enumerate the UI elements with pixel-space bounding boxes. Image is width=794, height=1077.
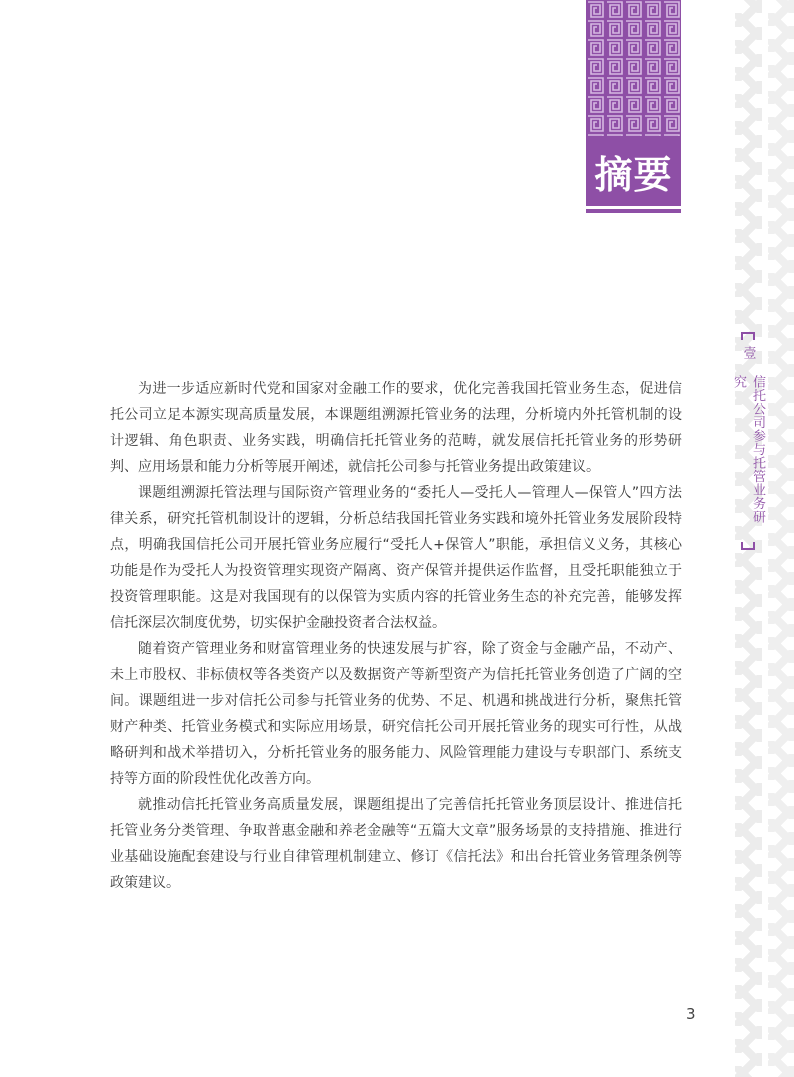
page-number: 3 bbox=[686, 1005, 696, 1023]
chapter-name: 信托公司参与托管业务研究 bbox=[731, 375, 765, 524]
fretwork-pattern-icon bbox=[586, 0, 681, 136]
paragraph: 为进一步适应新时代党和国家对金融工作的要求，优化完善我国托管业务生态，促进信托公司立足本源实现高质量发展，本课题组溯源托管业务的法理，分析境内外托管机制的设计逻辑、角色职责、业务实践，明确信托托管业务的范畴，就发展信托托管业务的形势研判、应用场景和能力分析等展开阐述，就信托公司参与托管业务提出政策建议。 bbox=[110, 381, 682, 475]
paragraph: 课题组溯源托管法理与国际资产管理业务的“委托人—受托人—管理人—保管人”四方法律关系，研究托管机制设计的逻辑，分析总结我国托管业务实践和境外托管业务发展阶段特点，明确我国信托公司开展托管业务应履行“受托人+保管人”职能，承担信义义务，其核心功能是作为受托人为投资管理实现资产隔离、资产保管并提供运作监督，且受托职能独立于投资管理职能。这是对我国现有的以保管为实质内容的托管业务生态的补充完善，能够发挥信托深层次制度优势，切实保护金融投资者合法权益。 bbox=[110, 485, 682, 631]
bracket-top-icon bbox=[741, 332, 755, 340]
title-underline bbox=[586, 209, 681, 213]
page-title: 摘要 bbox=[594, 152, 673, 197]
chapter-number: 壹 bbox=[740, 345, 756, 360]
paragraph: 随着资产管理业务和财富管理业务的快速发展与扩容，除了资金与金融产品，不动产、未上市股权、非标债权等各类资产以及数据资产等新型资产为信托托管业务创造了广阔的空间。课题组进一步对信托公司参与托管业务的优势、不足、机遇和挑战进行分析，聚焦托管财产种类、托管业务模式和实际应用场景，研究信托公司开展托管业务的现实可行性，从战略研判和战术举措切入，分析托管业务的服务能力、风险管理能力建设与专职部门、系统支持等方面的阶段性优化改善方向。 bbox=[110, 641, 682, 787]
abstract-body bbox=[110, 376, 682, 896]
chapter-label bbox=[731, 332, 765, 550]
decorative-strip-outer bbox=[768, 0, 794, 1077]
section-title-block bbox=[586, 0, 681, 213]
title-box bbox=[586, 136, 681, 206]
paragraph: 就推动信托托管业务高质量发展，课题组提出了完善信托托管业务顶层设计、推进信托托管业务分类管理、争取普惠金融和养老金融等“五篇大文章”服务场景的支持措施、推进行业基础设施配套建设与行业自律管理机制建立、修订《信托法》和出台托管业务管理条例等政策建议。 bbox=[110, 797, 682, 891]
bracket-bottom-icon bbox=[741, 542, 755, 550]
